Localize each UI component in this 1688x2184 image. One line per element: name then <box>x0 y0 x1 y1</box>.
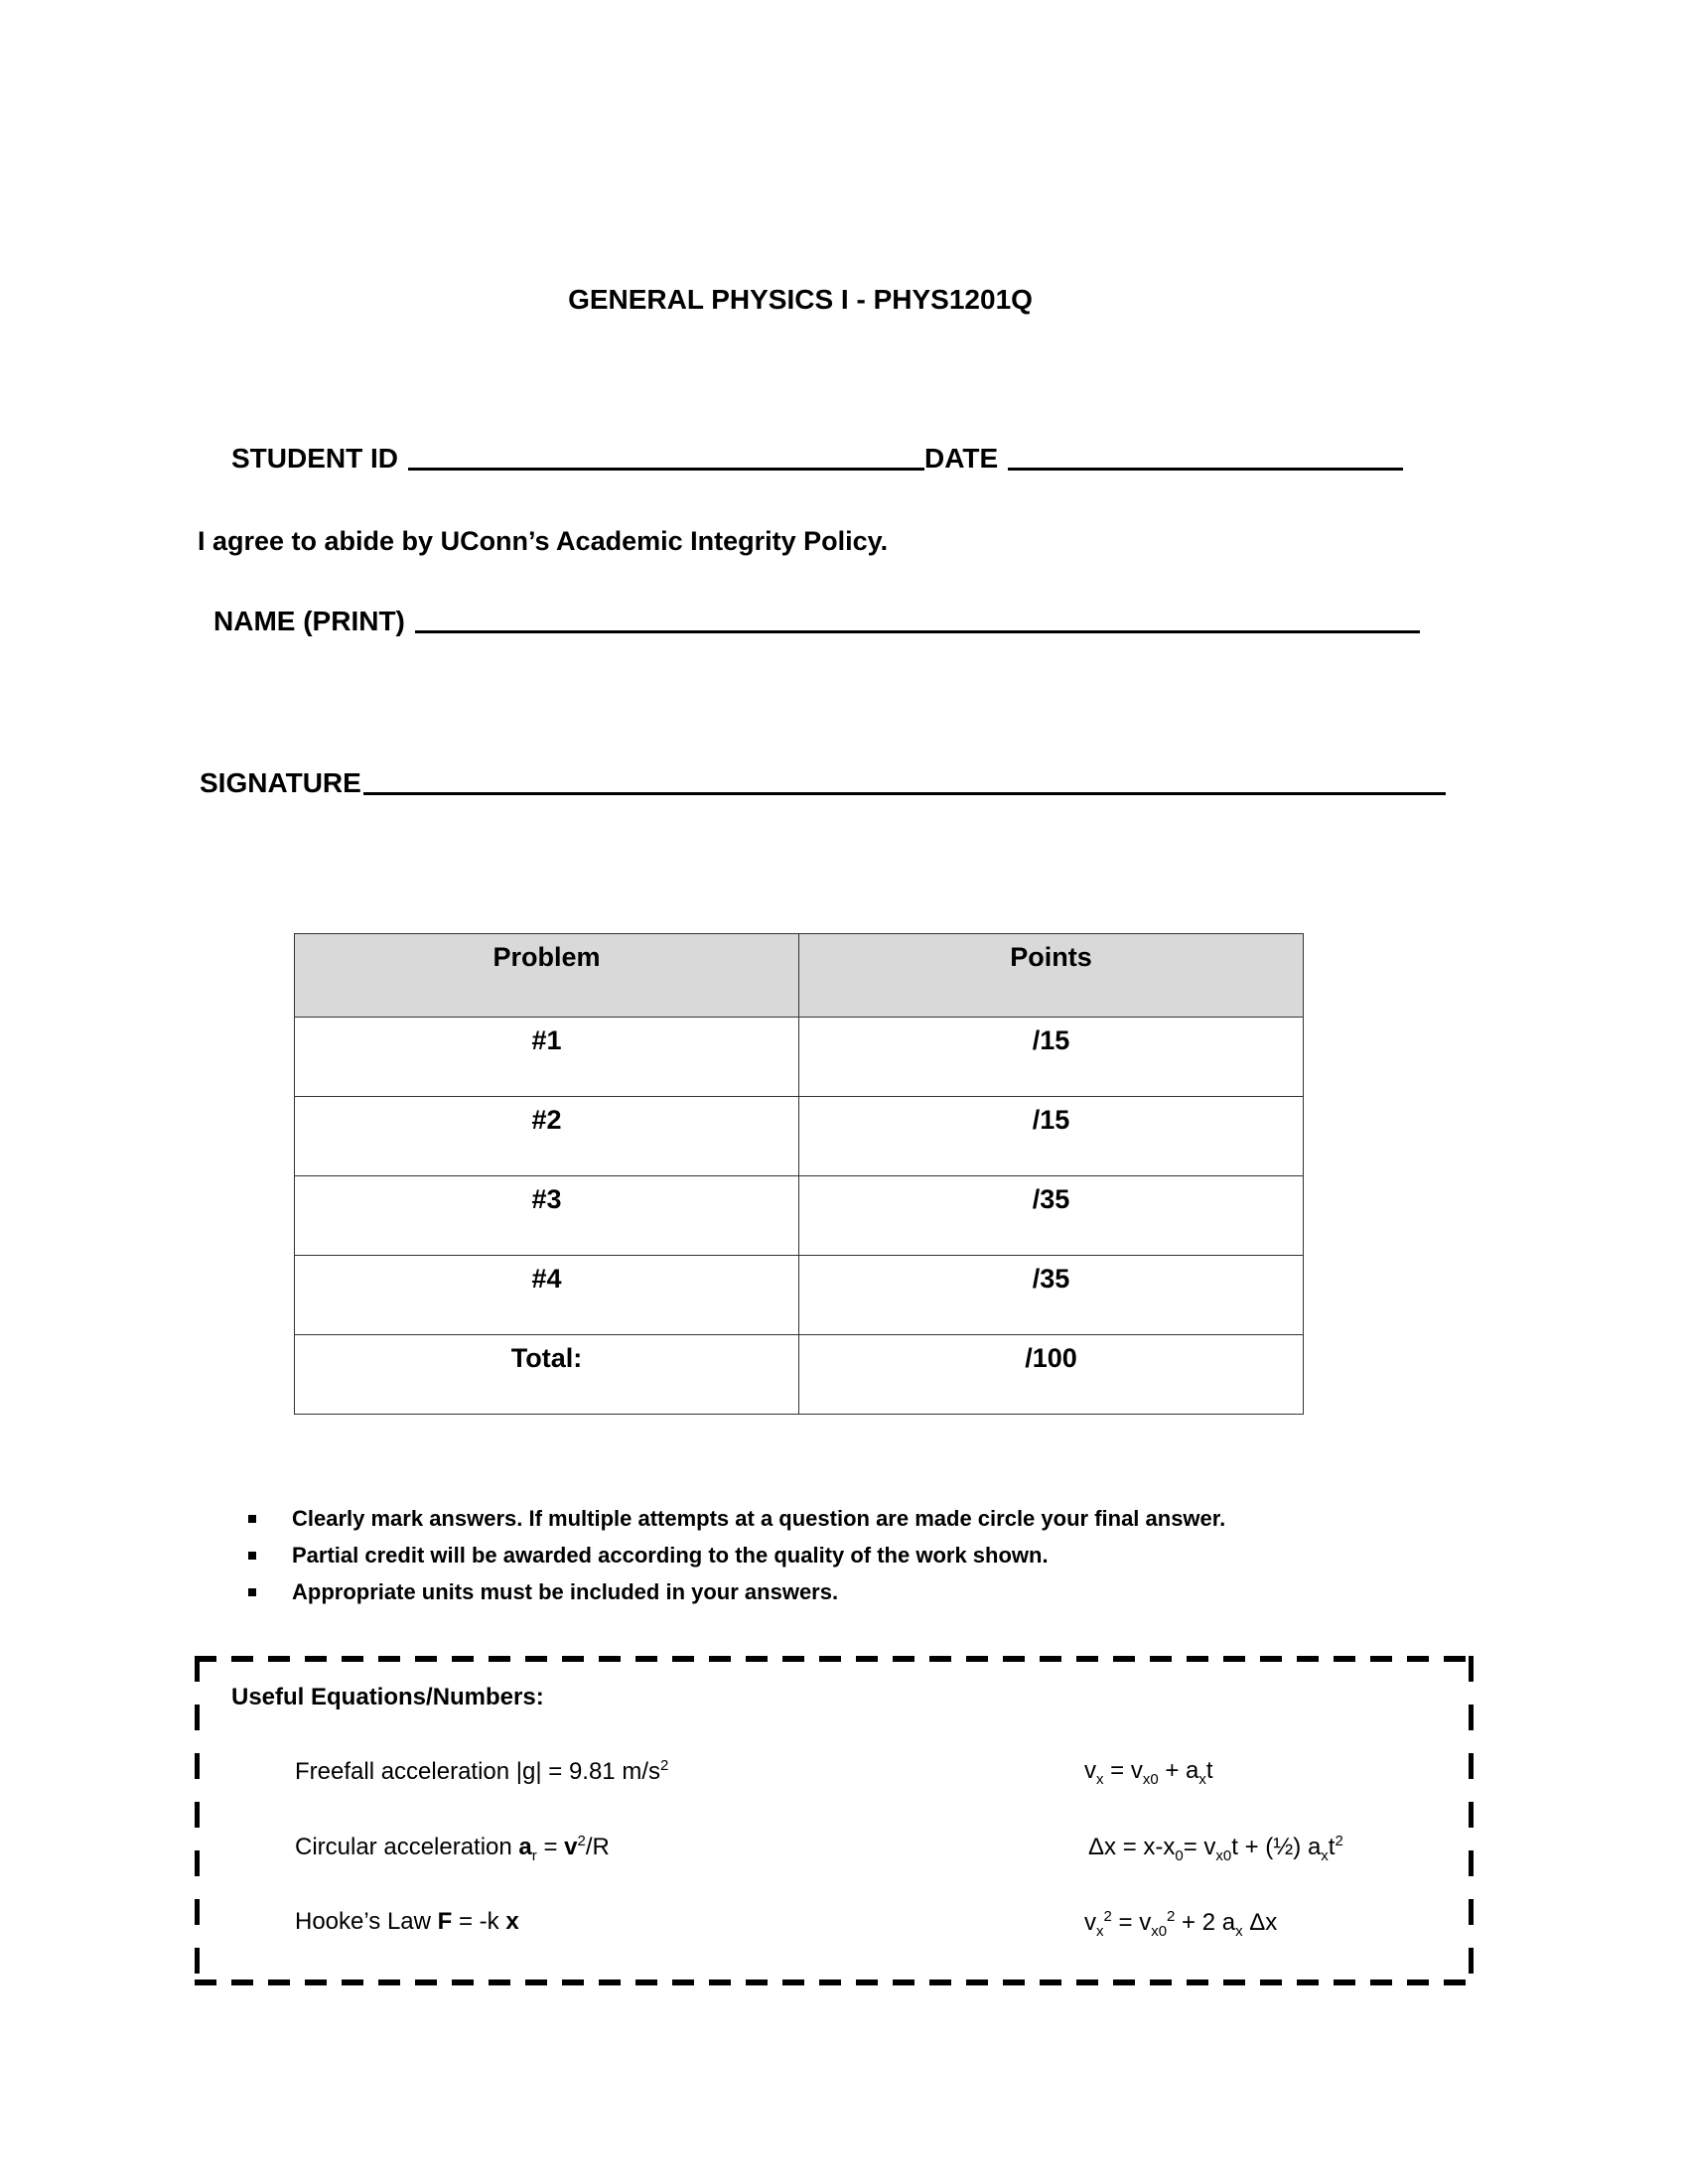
problem-cell: #2 <box>295 1097 799 1176</box>
page-title: GENERAL PHYSICS I - PHYS1201Q <box>568 284 1033 315</box>
bullet-icon <box>248 1515 256 1523</box>
student-id-row <box>231 443 1403 475</box>
equation-fragment: Δx = x-x <box>1088 1834 1176 1860</box>
instruction-text: Partial credit will be awarded according to the quality of the work shown. <box>292 1542 1049 1568</box>
signature-label: SIGNATURE <box>200 767 361 798</box>
equation-fragment: a <box>518 1834 532 1860</box>
instruction-item <box>248 1500 1225 1537</box>
equation-fragment: x <box>1235 1922 1243 1940</box>
equation-fragment: /R <box>585 1834 610 1860</box>
equation-circular-acceleration <box>295 1833 610 1864</box>
equation-fragment: 2 <box>659 1757 669 1774</box>
total-label-cell: Total: <box>295 1335 799 1415</box>
equation-fragment: 0 <box>1175 1846 1184 1864</box>
table-row <box>295 1176 1304 1256</box>
equation-fragment: x <box>1096 1922 1104 1940</box>
student-id-field[interactable] <box>408 468 924 471</box>
equation-fragment: = v <box>1103 1757 1143 1784</box>
equation-fragment: = v <box>1111 1909 1152 1936</box>
equation-hookes-law <box>295 1908 519 1936</box>
name-label: NAME (PRINT) <box>213 606 405 636</box>
equation-fragment: Circular acceleration <box>295 1834 519 1860</box>
instructions-list <box>248 1500 1225 1610</box>
dashed-border-right <box>1469 1656 1474 1985</box>
equation-fragment: r <box>531 1846 537 1864</box>
equation-fragment: x0 <box>1142 1770 1159 1788</box>
dashed-border-left <box>195 1656 200 1985</box>
equation-fragment: x <box>1198 1770 1206 1788</box>
dashed-border-top <box>195 1656 1474 1662</box>
instruction-text: Clearly mark answers. If multiple attempts at a question are made circle your final answer. <box>292 1505 1226 1531</box>
equations-box <box>195 1656 1474 1985</box>
name-field[interactable] <box>415 630 1420 633</box>
equation-fragment: Freefall acceleration |g| = 9.81 m/s <box>295 1758 660 1785</box>
equation-fragment: t + (½) a <box>1231 1834 1322 1860</box>
equation-fragment: 2 <box>1103 1908 1112 1925</box>
points-cell: /35 <box>799 1256 1304 1335</box>
equation-velocity-squared <box>1084 1908 1277 1940</box>
table-row <box>295 1256 1304 1335</box>
instruction-item <box>248 1537 1225 1573</box>
total-points-cell: /100 <box>799 1335 1304 1415</box>
name-row <box>213 606 1420 637</box>
problem-cell: #3 <box>295 1176 799 1256</box>
score-table <box>294 933 1304 1415</box>
header-problem: Problem <box>295 934 799 1018</box>
equation-fragment: x <box>1096 1770 1104 1788</box>
equation-velocity <box>1084 1757 1213 1788</box>
integrity-statement: I agree to abide by UConn’s Academic Integrity Policy. <box>198 526 889 556</box>
points-cell: /15 <box>799 1018 1304 1097</box>
equation-fragment: + a <box>1158 1757 1199 1784</box>
table-row <box>295 1018 1304 1097</box>
equation-fragment: Hooke’s Law <box>295 1908 438 1935</box>
equation-fragment: 2 <box>1167 1908 1176 1925</box>
table-row <box>295 1097 1304 1176</box>
signature-field[interactable] <box>363 792 1446 795</box>
equation-freefall <box>295 1757 668 1786</box>
equation-fragment: x0 <box>1215 1846 1232 1864</box>
equation-fragment: x <box>505 1908 519 1935</box>
dashed-border-bottom <box>195 1979 1466 1985</box>
equation-fragment: 2 <box>1335 1833 1343 1849</box>
instruction-item <box>248 1573 1225 1610</box>
equation-fragment: x <box>1321 1846 1329 1864</box>
equation-fragment: = v <box>1183 1834 1216 1860</box>
equation-fragment: t <box>1328 1834 1336 1860</box>
problem-cell: #1 <box>295 1018 799 1097</box>
points-cell: /15 <box>799 1097 1304 1176</box>
points-cell: /35 <box>799 1176 1304 1256</box>
equation-fragment: + 2 a <box>1175 1909 1236 1936</box>
equation-displacement <box>1088 1833 1343 1864</box>
table-header-row <box>295 934 1304 1018</box>
equation-fragment: v <box>1084 1909 1096 1936</box>
equation-fragment: v <box>564 1834 578 1860</box>
equation-fragment: = <box>536 1834 565 1860</box>
problem-cell: #4 <box>295 1256 799 1335</box>
instruction-text: Appropriate units must be included in your answers. <box>292 1578 839 1604</box>
date-field[interactable] <box>1008 468 1403 471</box>
signature-row <box>200 767 1446 799</box>
equations-heading: Useful Equations/Numbers: <box>231 1684 544 1710</box>
equation-fragment: t <box>1205 1757 1213 1784</box>
equation-fragment: x0 <box>1151 1922 1168 1940</box>
bullet-icon <box>248 1552 256 1560</box>
bullet-icon <box>248 1588 256 1596</box>
equation-fragment: Δx <box>1242 1909 1278 1936</box>
equation-fragment: F <box>437 1908 453 1935</box>
date-label: DATE <box>924 443 999 474</box>
student-id-label: STUDENT ID <box>231 443 398 474</box>
header-points: Points <box>799 934 1304 1018</box>
equation-fragment: v <box>1084 1757 1096 1784</box>
equation-fragment: = -k <box>452 1908 506 1935</box>
table-total-row <box>295 1335 1304 1415</box>
equation-fragment: 2 <box>577 1833 586 1849</box>
